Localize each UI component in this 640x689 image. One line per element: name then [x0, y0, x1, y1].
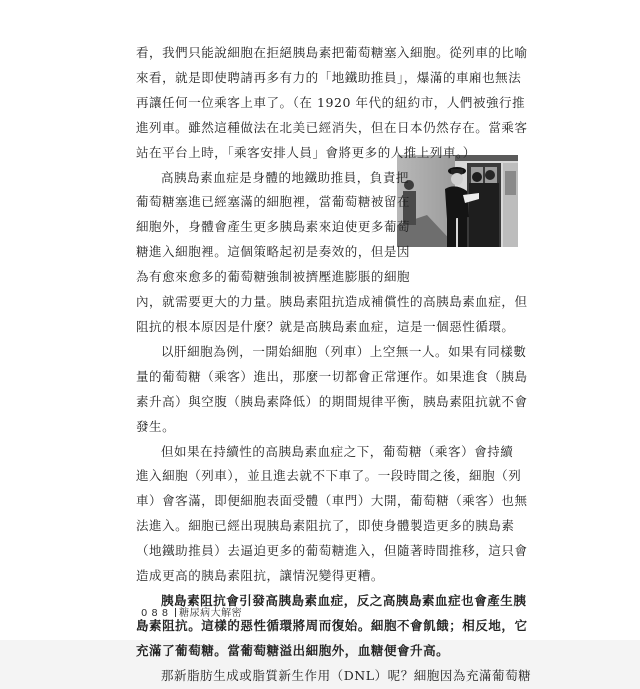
text-line: 但如果在持續性的高胰島素血症之下，葡萄糖（乘客）會持續	[161, 443, 514, 459]
paragraph-6	[136, 664, 532, 689]
text-line: 糖進入細胞裡。這個策略起初是奏效的，但是因	[136, 244, 411, 260]
text-line: 那新脂肪生成或脂質新生作用（DNL）呢？細胞因為充滿葡萄糖	[161, 667, 532, 683]
text-line: 造成更高的胰島素阻抗，讓情況變得更糟。	[136, 568, 384, 584]
text-line: 內，就需要更大的力量。胰島素阻抗造成補償性的高胰島素血症，但	[136, 294, 528, 310]
paragraph-3	[136, 340, 528, 440]
page-footer	[141, 604, 242, 619]
text-line: 進入細胞（列車），並且進去就不下車了。一段時間之後，細胞（列	[136, 468, 522, 484]
text-line: 看，我們只能說細胞在拒絕胰島素把葡萄糖塞入細胞。從列車的比喻	[136, 45, 528, 60]
text-line: （地鐵助推員）去逼迫更多的葡萄糖進入，但隨著時間推移，這只會	[136, 543, 528, 559]
paragraph-4	[136, 440, 528, 589]
page-number: 088	[141, 608, 173, 619]
book-title: 糖尿病大解密	[179, 608, 243, 619]
text-line: 素升高）與空腹（胰島素降低）的期間規律平衡，胰島素阻抗就不會	[136, 393, 528, 409]
text-line: 充滿了葡萄糖。當葡萄糖溢出細胞外，血糖便會升高。	[136, 642, 450, 658]
text-line: 為有愈來愈多的葡萄糖強制被擠壓進膨脹的細胞	[136, 269, 411, 285]
footer-separator	[175, 608, 176, 617]
text-line: 法進入。細胞已經出現胰島素阻抗了，即使身體製造更多的胰島素	[136, 518, 515, 534]
body-text	[136, 41, 532, 689]
text-line: 以肝細胞為例，一開始細胞（列車）上空無一人。如果有同樣數	[161, 343, 527, 359]
paragraph-2	[136, 166, 528, 340]
text-line: 車）會客滿，即便細胞表面受體（車門）大開，葡萄糖（乘客）也無	[136, 493, 528, 509]
text-line: 再讓任何一位乘客上車了。（在 1920 年代的紐約市，人們被強行推	[136, 94, 526, 110]
text-line: 島素阻抗。這樣的惡性循環將周而復始。細胞不會飢餓；相反地，它	[136, 617, 528, 633]
text-line: 阻抗的根本原因是什麼？就是高胰島素血症，這是一個惡性循環。	[136, 318, 515, 334]
text-line: 站在平台上時，「乘客安排人員」會將更多的人推上列車。）	[136, 144, 476, 160]
text-line: 發生。	[136, 418, 176, 434]
text-line: 量的葡萄糖（乘客）進出，那麼一切都會正常運作。如果進食（胰島	[136, 368, 528, 384]
text-line: 葡萄糖塞進已經塞滿的細胞裡，當葡萄糖被留在	[136, 194, 411, 210]
text-line: 進列車。雖然這種做法在北美已經消失，但在日本仍然存在。當乘客	[136, 119, 528, 135]
paragraph-1	[136, 41, 528, 166]
text-line: 來看，就是即使聘請再多有力的「地鐵助推員」，爆滿的車廂也無法	[136, 69, 522, 85]
text-line: 高胰島素血症是身體的地鐵助推員，負責把	[161, 169, 409, 185]
text-line: 胰島素阻抗會引發高胰島素血症，反之高胰島素血症也會產生胰	[161, 592, 527, 608]
text-line: 細胞外，身體會產生更多胰島素來迫使更多葡萄	[136, 219, 411, 235]
paragraph-5-bold	[136, 589, 528, 664]
